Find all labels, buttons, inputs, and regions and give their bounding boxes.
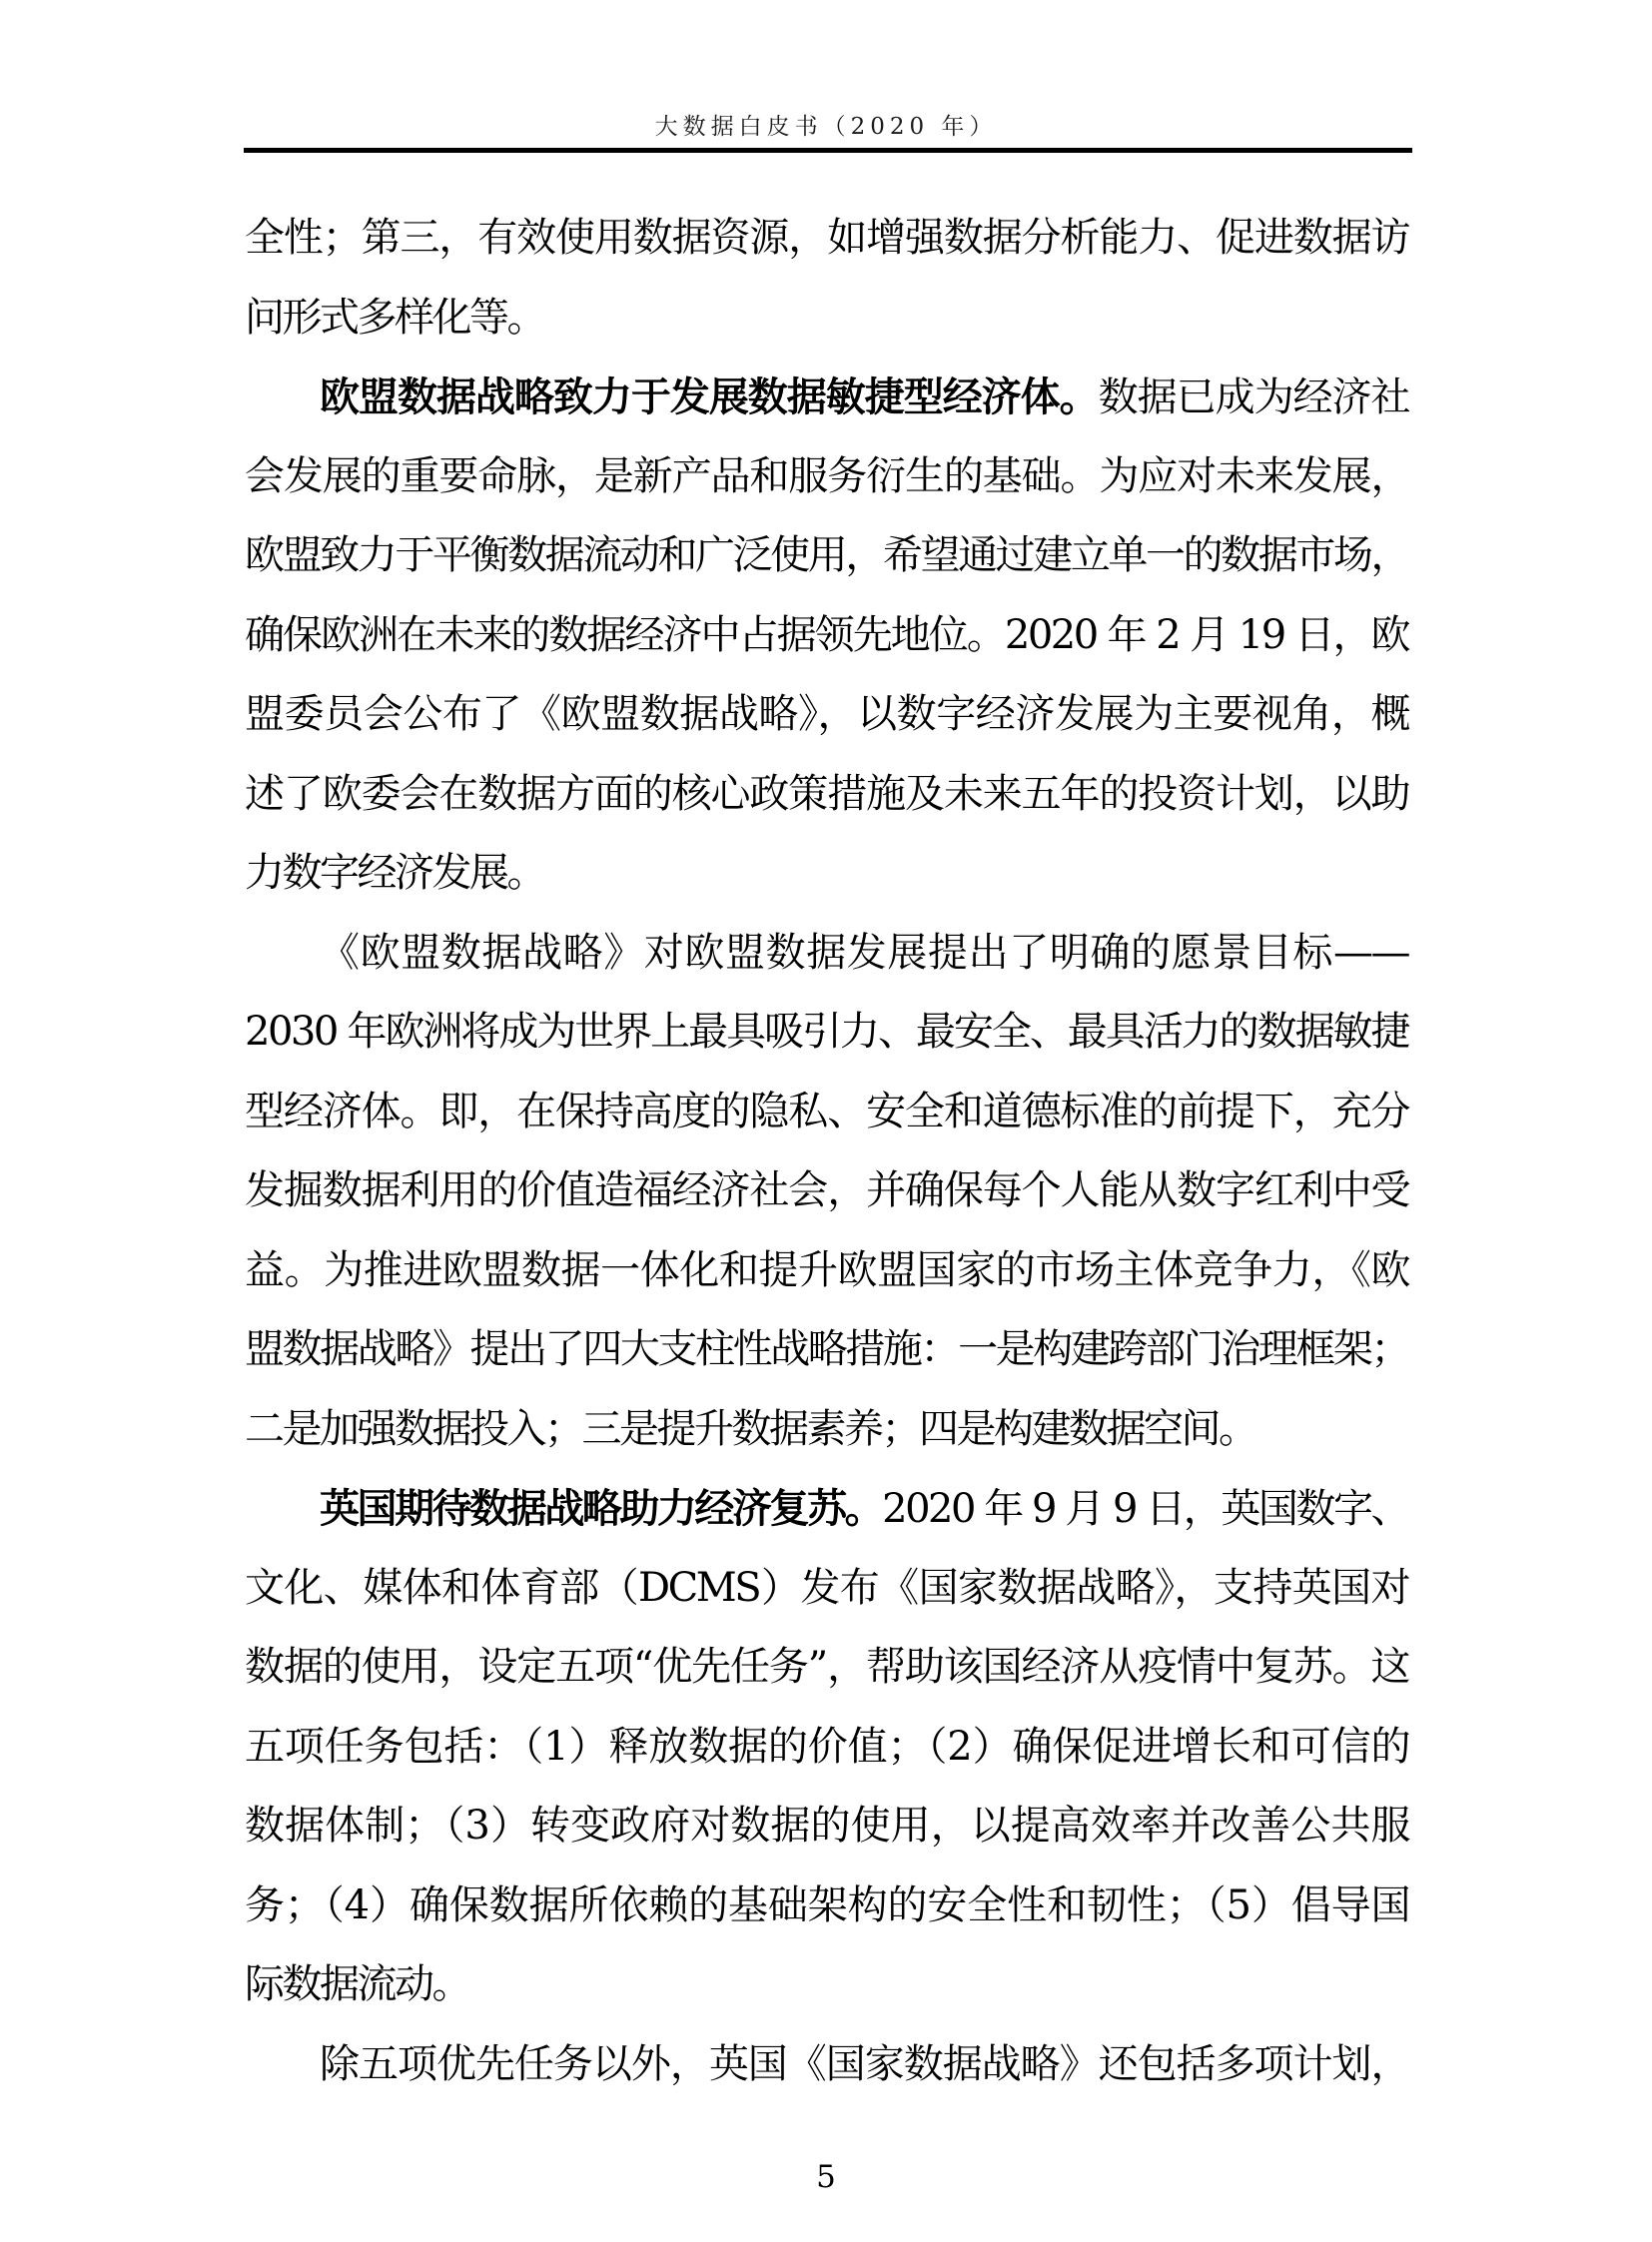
text-line-23: [245, 1945, 1408, 2025]
text-line-6: [245, 596, 1408, 676]
body-text: 全性；第三，有效使用数据资源，如增强数据分析能力、促进数据访: [245, 215, 1408, 261]
text-line-4: [245, 437, 1408, 517]
text-line-10: [245, 914, 1408, 994]
body-text: 除五项优先任务以外，英国《国家数据战略》还包括多项计划，: [320, 2040, 1408, 2087]
text-line-14: [245, 1231, 1408, 1311]
body-text: 数据已成为经济社: [1098, 374, 1409, 420]
body-text: 问形式多样化等。: [245, 294, 544, 341]
text-line-17: [245, 1469, 1408, 1549]
text-line-18: [245, 1549, 1408, 1629]
body-text: 欧盟致力于平衡数据流动和广泛使用，希望通过建立单一的数据市场，: [245, 532, 1408, 578]
document-body: [245, 199, 1408, 2104]
body-text: 发掘数据利用的价值造福经济社会，并确保每个人能从数字红利中受: [245, 1167, 1408, 1213]
body-text: 数据的使用，设定五项“优先任务”，帮助该国经济从疫情中复苏。这: [245, 1644, 1408, 1690]
body-text: 《欧盟数据战略》对欧盟数据发展提出了明确的愿景目标——: [320, 929, 1408, 976]
body-text: 力数字经济发展。: [245, 850, 544, 896]
body-text: 务；（4）确保数据所依赖的基础架构的安全性和韧性；（5）倡导国: [245, 1881, 1408, 1928]
body-text: 盟数据战略》提出了四大支柱性战略措施：一是构建跨部门治理框架；: [245, 1326, 1408, 1372]
body-text: 文化、媒体和体育部（DCMS）发布《国家数据战略》，支持英国对: [245, 1564, 1408, 1611]
text-line-16: [245, 1390, 1408, 1470]
text-line-11: [245, 993, 1408, 1073]
text-line-8: [245, 755, 1408, 835]
text-line-20: [245, 1708, 1408, 1788]
text-line-22: [245, 1867, 1408, 1946]
body-text: 2020 年 9 月 9 日，英国数字、: [882, 1486, 1408, 1532]
text-line-2: [245, 279, 1408, 359]
body-text: 二是加强数据投入；三是提升数据素养；四是构建数据空间。: [245, 1405, 1256, 1452]
page-header-title: 大数据白皮书（2020 年）: [654, 114, 998, 140]
body-text: 数据体制；（3）转变政府对数据的使用，以提高效率并改善公共服: [245, 1803, 1408, 1849]
body-text: 型经济体。即，在保持高度的隐私、安全和道德标准的前提下，充分: [245, 1088, 1408, 1134]
page-footer: [0, 2158, 1652, 2196]
body-text: 会发展的重要命脉，是新产品和服务衍生的基础。为应对未来发展，: [245, 452, 1408, 499]
text-line-3: [245, 358, 1408, 437]
text-line-5: [245, 516, 1408, 596]
text-line-19: [245, 1628, 1408, 1708]
bold-lead-text: 欧盟数据战略致力于发展数据敏捷型经济体。: [320, 374, 1099, 420]
body-text: 益。为推进欧盟数据一体化和提升欧盟国家的市场主体竞争力，《欧: [245, 1246, 1408, 1293]
body-text: 盟委员会公布了《欧盟数据战略》，以数字经济发展为主要视角，概: [245, 691, 1408, 737]
text-line-9: [245, 834, 1408, 914]
body-text: 确保欧洲在未来的数据经济中占据领先地位。2020 年 2 月 19 日，欧: [245, 611, 1408, 658]
text-line-21: [245, 1787, 1408, 1867]
text-line-15: [245, 1310, 1408, 1390]
body-text: 2030 年欧洲将成为世界上最具吸引力、最安全、最具活力的数据敏捷: [245, 1009, 1408, 1055]
text-line-24: [245, 2025, 1408, 2105]
text-line-13: [245, 1151, 1408, 1231]
body-text: 五项任务包括：（1）释放数据的价值；（2）确保促进增长和可信的: [245, 1723, 1408, 1770]
bold-lead-text: 英国期待数据战略助力经济复苏。: [320, 1485, 883, 1532]
body-text: 际数据流动。: [245, 1961, 469, 2007]
text-line-12: [245, 1073, 1408, 1152]
page-number: 5: [816, 2159, 836, 2195]
text-line-7: [245, 675, 1408, 755]
header-rule: [244, 148, 1412, 153]
text-line-1: [245, 199, 1408, 279]
body-text: 述了欧委会在数据方面的核心政策措施及未来五年的投资计划，以助: [245, 770, 1408, 817]
